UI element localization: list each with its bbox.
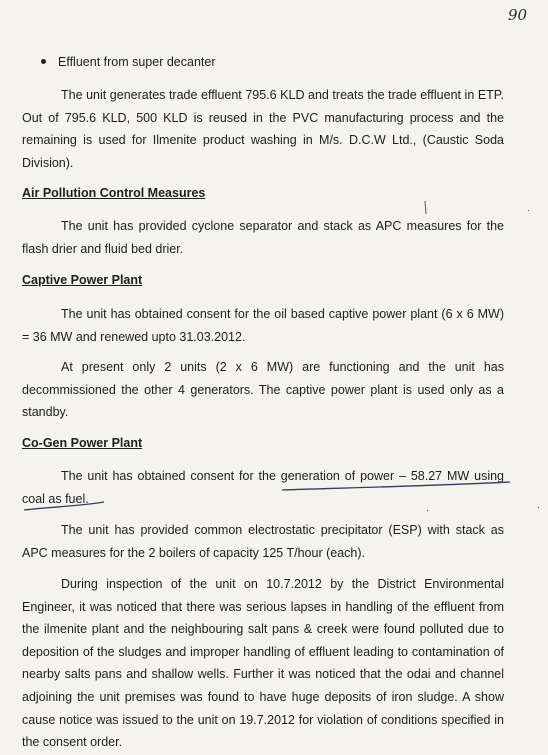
paragraph-captive-consent: The unit has obtained consent for the oil based captive power plant (6 x 6 MW) = 36 MW and renewed upto 31.03.2012. [22, 307, 504, 344]
paragraph-air-pollution: The unit has provided cyclone separator and stack as APC measures for the flash drier and fluid bed drier. [22, 219, 504, 256]
paragraph-cogen-consent: The unit has obtained consent for the generation of power – 58.27 MW using coal as fuel. [22, 469, 504, 506]
bullet-item-text: Effluent from super decanter [58, 55, 216, 69]
paragraph-inspection: During inspection of the unit on 10.7.2012 by the District Environmental Engineer, it was noticed that there was serious lapses in handling of the effluent from the ilmenite plant and the neighbouring salt pans & creek were found polluted due to deposition of the sludges and improper handling of effluent leading to contamination of nearby salts pans and shallow wells. Further it was noticed that the odai and channel adjoining the unit premises was found to have huge deposits of iron sludge. A show cause notice was issued to the unit on 19.7.2012 for violation of conditions specified in the consent order. [22, 577, 504, 750]
heading-air-pollution: Air Pollution Control Measures [22, 186, 206, 200]
scan-speck: · [537, 502, 540, 512]
heading-captive-power: Captive Power Plant [22, 273, 143, 287]
handwritten-page-number: 90 [508, 6, 528, 24]
scan-speck: · [527, 205, 530, 215]
paragraph-effluent: The unit generates trade effluent 795.6 KLD and treats the trade effluent in ETP. Out of 795.6 KLD, 500 KLD is reused in the PVC manufacturing process and the remaining is used for Ilmenite product washing in M/s. D.C.W Ltd., (Caustic Soda Division). [22, 88, 504, 170]
heading-cogen-power: Co-Gen Power Plant [22, 436, 143, 450]
scan-speck: · [426, 505, 429, 515]
paragraph-cogen-esp: The unit has provided common electrostatic precipitator (ESP) with stack as APC measures for the 2 boilers of capacity 125 T/hour (each). [22, 523, 504, 560]
paragraph-captive-status: At present only 2 units (2 x 6 MW) are functioning and the unit has decommissioned the other 4 generators. The captive power plant is used only as a standby. [22, 360, 504, 420]
